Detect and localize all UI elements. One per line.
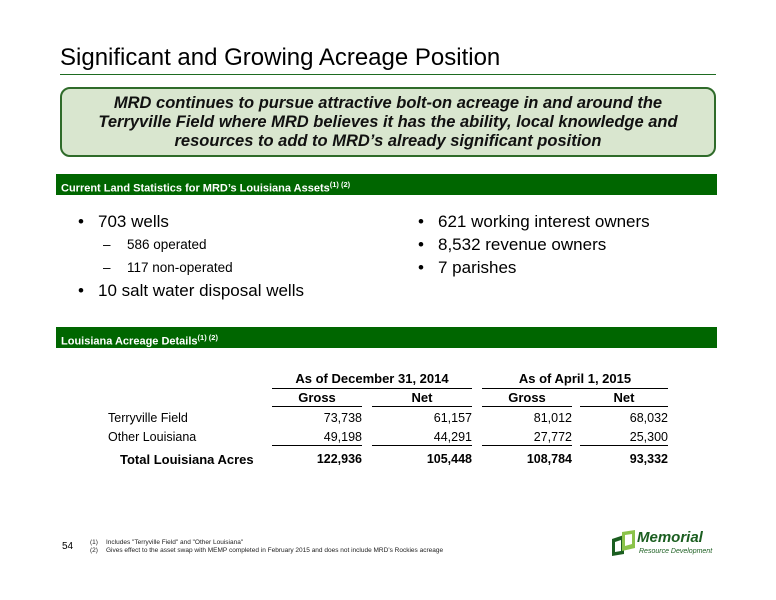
right-bullet-list <box>418 210 650 279</box>
column-header-gross: Gross <box>298 390 336 405</box>
land-stats-header-superscript: (1) (2) <box>329 180 351 189</box>
callout-box <box>60 87 716 157</box>
footnote <box>90 547 443 555</box>
bullet-wells-text: 703 wells <box>98 212 169 231</box>
bullet-dot: • <box>78 212 84 231</box>
acreage-header-text: Louisiana Acreage Details <box>61 335 198 348</box>
bullet-dot: • <box>418 258 424 277</box>
column-header-net: Net <box>411 390 433 405</box>
footnote-text: Gives effect to the asset swap with MEMP completed in February 2015 and does not include MRD’s Rockies acreage <box>106 547 444 554</box>
column-underline <box>272 406 362 407</box>
land-stats-header-bar <box>56 174 717 195</box>
column-underline <box>372 406 472 407</box>
callout-text: MRD continues to pursue attractive bolt-on acreage in and around the Terryville Field where MRD believes it has the ability, local knowledge and resources to add to MRD’s already significant position <box>98 93 678 150</box>
bullet-working-interest <box>418 210 650 233</box>
footnote-mark: (2) <box>90 547 98 554</box>
sub-bullet-dash: – <box>103 237 111 252</box>
table-cell: 61,157 <box>433 411 472 425</box>
table-cell: 68,032 <box>629 411 668 425</box>
footnotes <box>90 539 443 555</box>
row-label: Other Louisiana <box>108 430 197 444</box>
bullet-parishes-text: 7 parishes <box>438 258 517 277</box>
bullet-dot: • <box>78 281 84 300</box>
title-divider <box>60 74 716 75</box>
logo-tagline: Resource Development <box>639 548 713 555</box>
total-rule <box>580 445 668 446</box>
table-cell: 25,300 <box>629 430 668 444</box>
bullet-working-interest-text: 621 working interest owners <box>438 212 650 231</box>
acreage-table <box>0 368 776 478</box>
table-cell: 49,198 <box>323 430 362 444</box>
column-group-dec-2014: As of December 31, 2014 <box>295 371 449 386</box>
bullet-dot: • <box>418 212 424 231</box>
column-group-apr-2015: As of April 1, 2015 <box>518 371 632 386</box>
column-header-gross: Gross <box>508 390 546 405</box>
total-rule <box>372 445 472 446</box>
row-label: Terryville Field <box>108 411 188 425</box>
table-cell: 105,448 <box>426 452 472 466</box>
table-cell: 122,936 <box>316 452 362 466</box>
table-cell: 27,772 <box>533 430 572 444</box>
group-underline <box>482 388 668 389</box>
bullet-revenue-owners <box>418 233 650 256</box>
column-underline <box>482 406 572 407</box>
sub-bullet-dash: – <box>103 260 111 275</box>
sub-bullet-operated-text: 586 operated <box>127 237 207 252</box>
table-cell: 73,738 <box>323 411 362 425</box>
table-cell: 108,784 <box>526 452 572 466</box>
column-header-net: Net <box>613 390 635 405</box>
bullet-parishes <box>418 256 650 279</box>
total-label: Total Louisiana Acres <box>120 452 254 467</box>
page-title: Significant and Growing Acreage Position <box>60 44 501 71</box>
left-bullet-list <box>78 210 304 302</box>
bullet-wells <box>78 210 304 233</box>
group-underline <box>272 388 472 389</box>
bullet-dot: • <box>418 235 424 254</box>
acreage-header-bar <box>56 327 717 348</box>
footnote <box>90 539 443 547</box>
footnote-text: Includes "Terryville Field" and "Other Louisiana" <box>106 539 244 546</box>
total-rule <box>482 445 572 446</box>
bullet-revenue-owners-text: 8,532 revenue owners <box>438 235 607 254</box>
table-cell: 44,291 <box>433 430 472 444</box>
logo-name: Memorial <box>637 529 703 546</box>
sub-bullet-operated <box>78 233 304 256</box>
table-cell: 81,012 <box>533 411 572 425</box>
sub-bullet-non-operated-text: 117 non-operated <box>127 260 233 275</box>
footnote-mark: (1) <box>90 539 98 546</box>
sub-bullet-non-operated <box>78 256 304 279</box>
land-stats-header-text: Current Land Statistics for MRD’s Louisiana Assets <box>61 182 330 195</box>
logo-mark-icon <box>609 529 637 557</box>
bullet-disposal-text: 10 salt water disposal wells <box>98 281 304 300</box>
total-rule <box>272 445 362 446</box>
page-number: 54 <box>62 541 74 552</box>
memorial-logo <box>609 528 719 558</box>
table-cell: 93,332 <box>629 452 668 466</box>
column-underline <box>580 406 668 407</box>
acreage-header-superscript: (1) (2) <box>197 333 218 342</box>
bullet-disposal <box>78 279 304 302</box>
